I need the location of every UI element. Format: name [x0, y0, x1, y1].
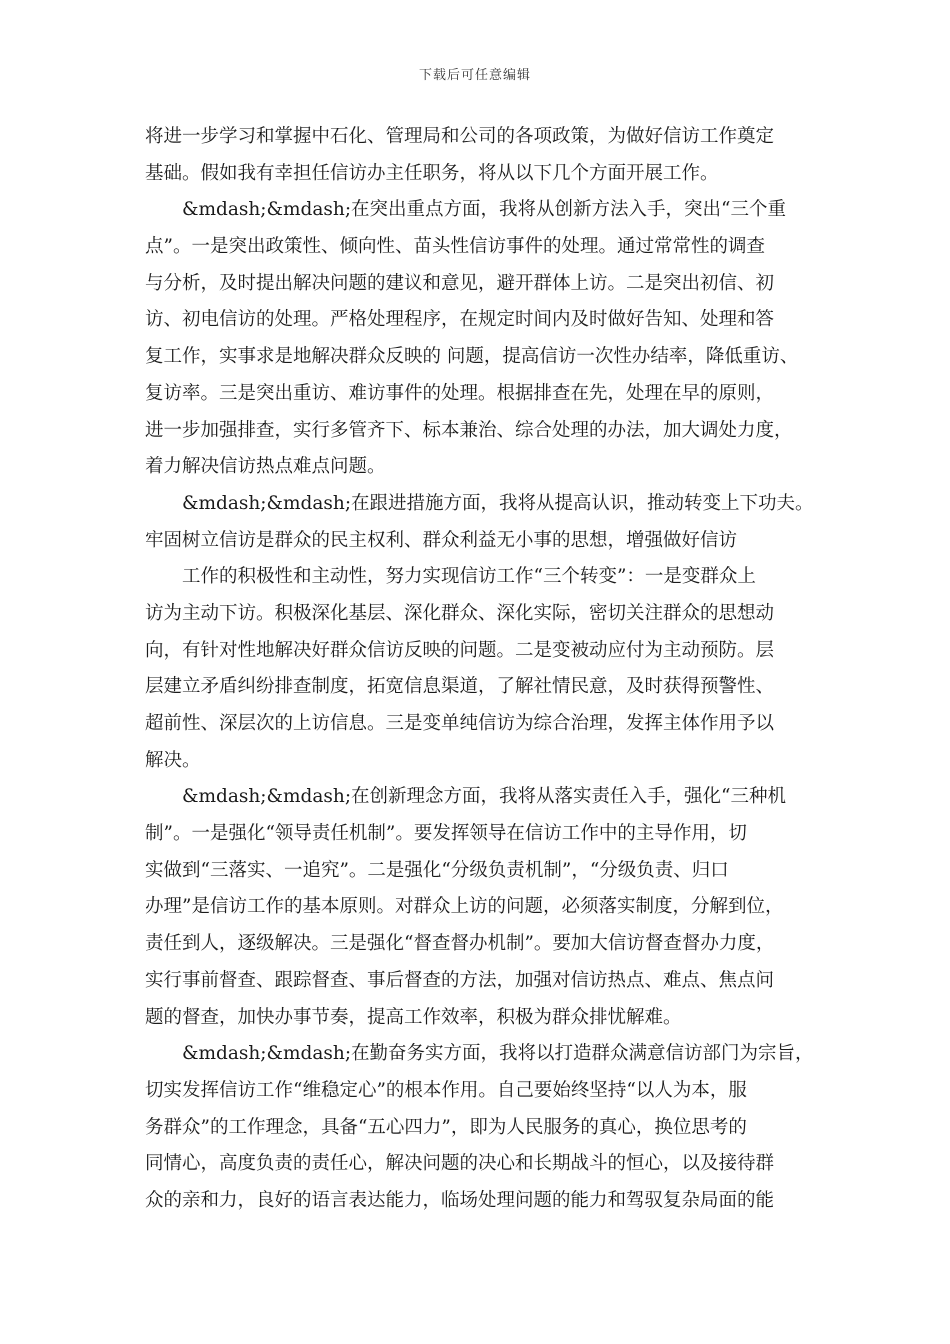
text-line: 复访率。三是突出重访、难访事件的处理。根据排查在先，处理在早的原则，: [145, 382, 775, 404]
text-line: 基础。假如我有幸担任信访办主任职务，将从以下几个方面开展工作。: [145, 162, 719, 184]
text-line: 着力解决信访热点难点问题。: [145, 456, 386, 478]
text-line: 实做到“三落实、一追究”。二是强化“分级负责机制”，“分级负责、归口: [145, 859, 729, 881]
text-line: &mdash;&mdash;在跟进措施方面，我将从提高认识，推动转变上下功夫。: [182, 492, 814, 514]
text-line: 同情心，高度负责的责任心，解决问题的决心和长期战斗的恒心，以及接待群: [145, 1153, 775, 1175]
text-line: &mdash;&mdash;在突出重点方面，我将从创新方法入手，突出“三个重: [182, 199, 787, 221]
text-line: 实行事前督查、跟踪督查、事后督查的方法，加强对信访热点、难点、焦点问: [145, 969, 775, 991]
text-line: 责任到人，逐级解决。三是强化“督查督办机制”。要加大信访督查督办力度，: [145, 933, 775, 955]
text-line: 务群众”的工作理念，具备“五心四力”，即为人民服务的真心，换位思考的: [145, 1116, 747, 1138]
text-line: 与分析，及时提出解决问题的建议和意见，避开群体上访。二是突出初信、初: [145, 272, 775, 294]
text-line: 复工作，实事求是地解决群众反映的 问题，提高信访一次性办结率，降低重访、: [145, 346, 799, 368]
text-line: 众的亲和力，良好的语言表达能力，临场处理问题的能力和驾驭复杂局面的能: [145, 1189, 775, 1211]
text-line: &mdash;&mdash;在创新理念方面，我将从落实责任入手，强化“三种机: [182, 786, 787, 808]
text-line: 工作的积极性和主动性，努力实现信访工作“三个转变”：一是变群众上: [182, 566, 756, 588]
page-header: 下载后可任意编辑: [418, 68, 531, 83]
text-line: 访为主动下访。积极深化基层、深化群众、深化实际，密切关注群众的思想动: [145, 602, 775, 624]
text-line: 将进一步学习和掌握中石化、管理局和公司的各项政策，为做好信访工作奠定: [145, 126, 775, 147]
text-line: 切实发挥信访工作“维稳定心”的根本作用。自己要始终坚持“以人为本，服: [145, 1079, 747, 1101]
document-body: [145, 119, 825, 1220]
text-line: 点”。一是突出政策性、倾向性、苗头性信访事件的处理。通过常常性的调查: [145, 236, 765, 258]
text-line: 题的督查，加快办事节奏，提高工作效率，积极为群众排忧解难。: [145, 1006, 682, 1028]
text-line: &mdash;&mdash;在勤奋务实方面，我将以打造群众满意信访部门为宗旨，: [182, 1043, 814, 1065]
text-line: 访、初电信访的处理。严格处理程序，在规定时间内及时做好告知、处理和答: [145, 309, 775, 331]
text-line: 制”。一是强化“领导责任机制”。要发挥领导在信访工作中的主导作用，切: [145, 823, 747, 845]
text-line: 向，有针对性地解决好群众信访反映的问题。二是变被动应付为主动预防。层: [145, 639, 775, 661]
text-line: 层建立矛盾纠纷排查制度，拓宽信息渠道，了解社情民意，及时获得预警性、: [145, 676, 775, 698]
text-line: 解决。: [145, 749, 201, 771]
text-line: 办理”是信访工作的基本原则。对群众上访的问题，必须落实制度，分解到位，: [145, 896, 784, 918]
text-line: 超前性、深层次的上访信息。三是变单纯信访为综合治理，发挥主体作用予以: [145, 713, 775, 734]
text-line: 牢固树立信访是群众的民主权利、群众利益无小事的思想，增强做好信访: [145, 529, 738, 551]
text-line: 进一步加强排查，实行多管齐下、标本兼治、综合处理的办法，加大调处力度，: [145, 419, 793, 441]
